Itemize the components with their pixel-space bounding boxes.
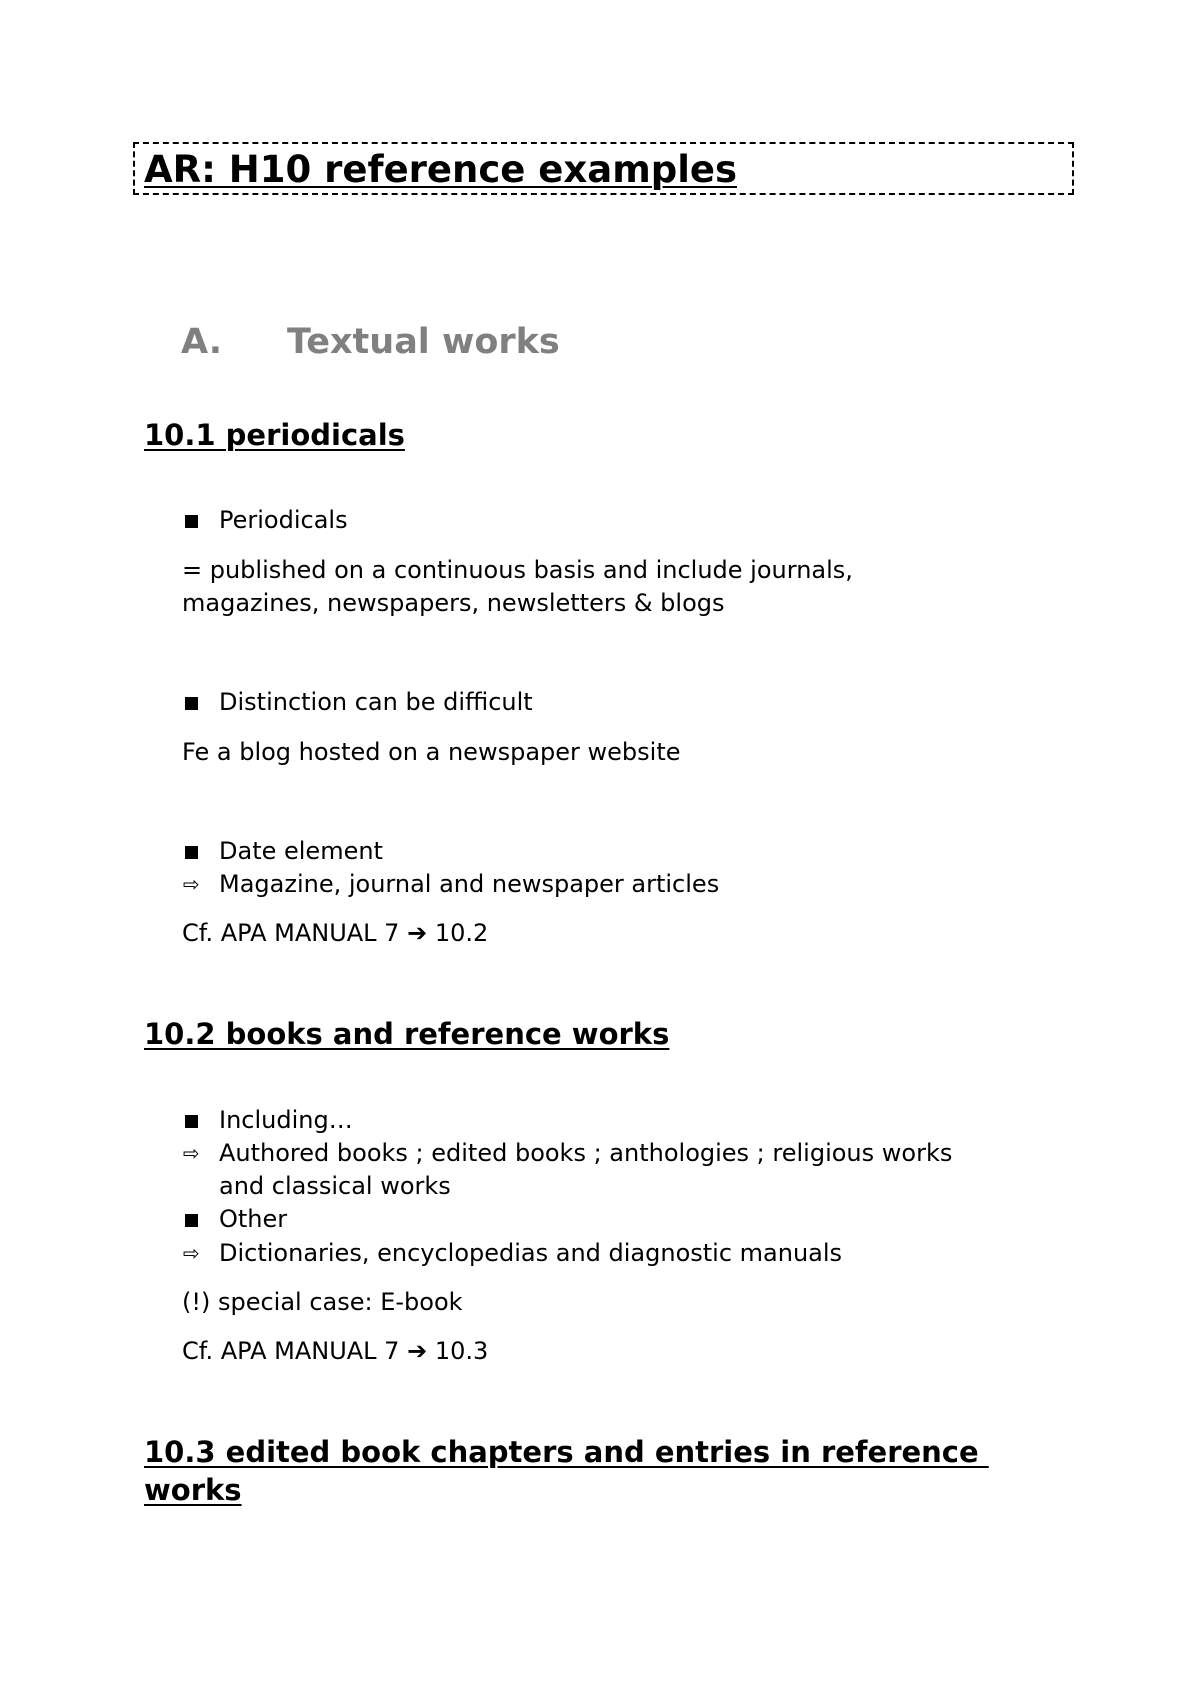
- definition-line-1: = published on a continuous basis and include journals,: [182, 556, 853, 584]
- bold-arrow-icon: ➔: [407, 919, 428, 947]
- heading-10-3-line-2: works: [144, 1473, 242, 1507]
- cf-ref: 10.2: [434, 919, 489, 947]
- cf-reference-1: [182, 918, 488, 948]
- cf-prefix: Cf. APA MANUAL 7: [182, 919, 400, 947]
- outline-arrow-icon: ⇨: [183, 1241, 200, 1265]
- outline-arrow-icon: ⇨: [183, 872, 200, 896]
- example-text: Fe a blog hosted on a newspaper website: [182, 738, 681, 766]
- bullet-distinction: Distinction can be difficult: [219, 688, 533, 716]
- square-bullet-icon: [185, 1115, 198, 1128]
- arrow-item-articles: Magazine, journal and newspaper articles: [219, 870, 720, 898]
- bullet-other: Other: [219, 1205, 288, 1233]
- section-label: Textual works: [287, 322, 560, 362]
- arrow-item-authored-2: and classical works: [219, 1172, 451, 1200]
- square-bullet-icon: [185, 697, 198, 710]
- bullet-date-element: Date element: [219, 837, 383, 865]
- heading-10-1: 10.1 periodicals: [144, 418, 405, 452]
- square-bullet-icon: [185, 1214, 198, 1227]
- square-bullet-icon: [185, 846, 198, 859]
- bullet-including: Including…: [219, 1106, 353, 1134]
- outline-arrow-icon: ⇨: [183, 1141, 200, 1165]
- cf-prefix: Cf. APA MANUAL 7: [182, 1337, 400, 1365]
- cf-reference-2: [182, 1336, 488, 1366]
- section-letter: A.: [181, 322, 223, 362]
- heading-10-3-line-1: 10.3 edited book chapters and entries in reference: [144, 1435, 989, 1469]
- definition-line-2: magazines, newspapers, newsletters & blogs: [182, 589, 725, 617]
- bullet-periodicals: Periodicals: [219, 506, 348, 534]
- cf-ref: 10.3: [434, 1337, 489, 1365]
- square-bullet-icon: [185, 515, 198, 528]
- bold-arrow-icon: ➔: [407, 1337, 428, 1365]
- arrow-item-authored-1: Authored books ; edited books ; anthologies ; religious works: [219, 1139, 953, 1167]
- heading-10-2: 10.2 books and reference works: [144, 1017, 670, 1051]
- special-case-text: (!) special case: E-book: [182, 1288, 463, 1316]
- document-title: AR: H10 reference examples: [144, 148, 738, 191]
- arrow-item-dictionaries: Dictionaries, encyclopedias and diagnostic manuals: [219, 1239, 843, 1267]
